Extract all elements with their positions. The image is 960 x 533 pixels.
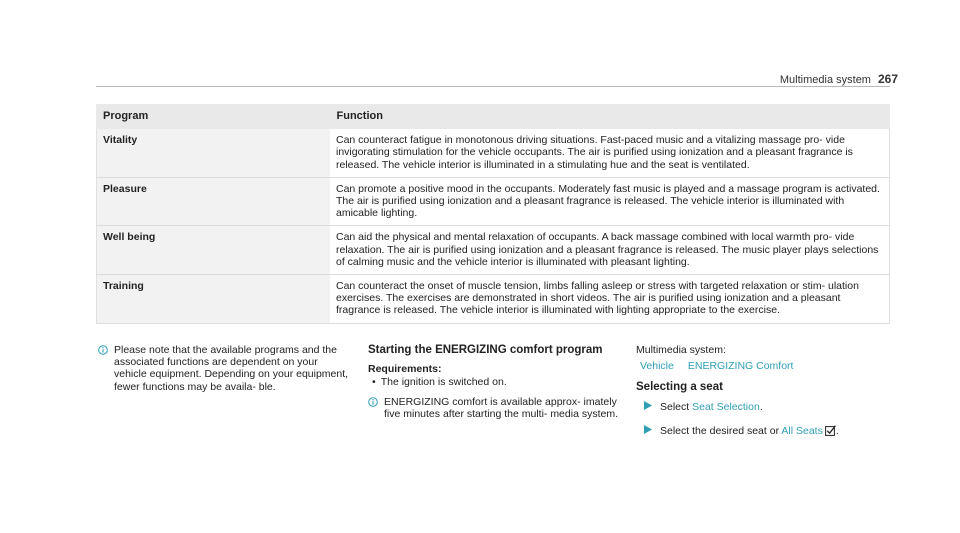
start-program-column xyxy=(368,344,618,420)
table-row xyxy=(97,226,890,275)
program-name: Training xyxy=(97,275,331,324)
program-function: Can promote a positive mood in the occupants. Moderately fast music is played and a massage program is activated. The air is purified using ionization and a pleasant fragrance is released. The vehicle interior is illuminated with amicable lighting. xyxy=(330,177,890,226)
requirement-text: The ignition is switched on. xyxy=(380,376,507,389)
section-title: Multimedia system xyxy=(779,74,871,86)
header-rule xyxy=(96,86,890,87)
step-select-seat-selection xyxy=(636,401,896,413)
step-arrow-icon xyxy=(644,401,652,410)
step-prefix: Select the desired seat or xyxy=(660,424,782,437)
table-row xyxy=(97,275,890,324)
page-header xyxy=(780,72,898,86)
all-seats-link[interactable]: All Seats xyxy=(781,424,823,437)
info-icon xyxy=(98,345,108,355)
table-header-row xyxy=(97,105,890,129)
menu-root: Multimedia system: xyxy=(636,344,726,356)
program-name: Pleasure xyxy=(97,177,331,226)
program-table xyxy=(96,104,890,324)
step-prefix: Select xyxy=(660,400,693,413)
column-header-program: Program xyxy=(97,105,331,129)
requirements-label: Requirements: xyxy=(368,363,442,376)
navigation-column xyxy=(636,344,896,449)
seat-heading: Selecting a seat xyxy=(636,381,723,394)
program-function: Can counteract fatigue in monotonous driving situations. Fast-paced music and a vitalizing massage pro- vide invigorating stimulation for the vehicle occupants. The air is purified using ionization and a pleasant fragrance is released. The vehicle interior is illuminated in a stimulating hue and the seat is ventilated. xyxy=(330,129,890,178)
program-function: Can aid the physical and mental relaxation of occupants. A back massage combined with local warmth pro- vide relaxation. The air is purified using ionization and a pleasant fragrance is released. The music player plays selections of calming music and the vehicle interior is illuminated with pleasant lighting. xyxy=(330,226,890,275)
page-number: 267 xyxy=(877,72,898,86)
info-icon xyxy=(368,397,378,407)
step-text xyxy=(660,425,839,437)
seat-selection-link[interactable]: Seat Selection xyxy=(692,400,760,413)
table-row xyxy=(97,129,890,178)
table-row xyxy=(97,177,890,226)
column-header-function: Function xyxy=(330,105,890,129)
availability-note-text: ENERGIZING comfort is available approx- imately five minutes after starting the multi- media system. xyxy=(384,395,618,420)
program-function: Can counteract the onset of muscle tension, limbs falling asleep or stress with targeted relaxation or stim- ulation exercises. The exercises are demonstrated in short videos. The air is purified using ionization and a pleasant fragrance is released. The vehicle interior is illuminated with lighting appropriate to the exercise. xyxy=(330,275,890,324)
checkbox-checked-icon[interactable] xyxy=(825,425,836,436)
requirement-item xyxy=(368,376,618,388)
bullet-icon: • xyxy=(372,376,376,389)
menu-item-energizing-comfort[interactable]: ENERGIZING Comfort xyxy=(687,360,794,373)
step-suffix: . xyxy=(835,424,839,437)
note-column xyxy=(98,344,350,393)
step-suffix: . xyxy=(759,400,763,413)
menu-item-vehicle[interactable]: Vehicle xyxy=(640,360,674,373)
equipment-note-text: Please note that the available programs and the associated functions are dependent on your vehicle equipment. Depending on your equipment, fewer functions may be availa- ble. xyxy=(114,344,349,393)
program-name: Well being xyxy=(97,226,331,275)
section-heading: Starting the ENERGIZING comfort program xyxy=(368,344,603,356)
equipment-note xyxy=(98,344,350,393)
availability-note xyxy=(368,396,618,420)
program-name: Vitality xyxy=(97,129,331,178)
step-arrow-icon xyxy=(644,425,652,434)
step-select-seat xyxy=(636,425,896,437)
step-text xyxy=(660,401,763,413)
menu-path xyxy=(636,360,896,372)
